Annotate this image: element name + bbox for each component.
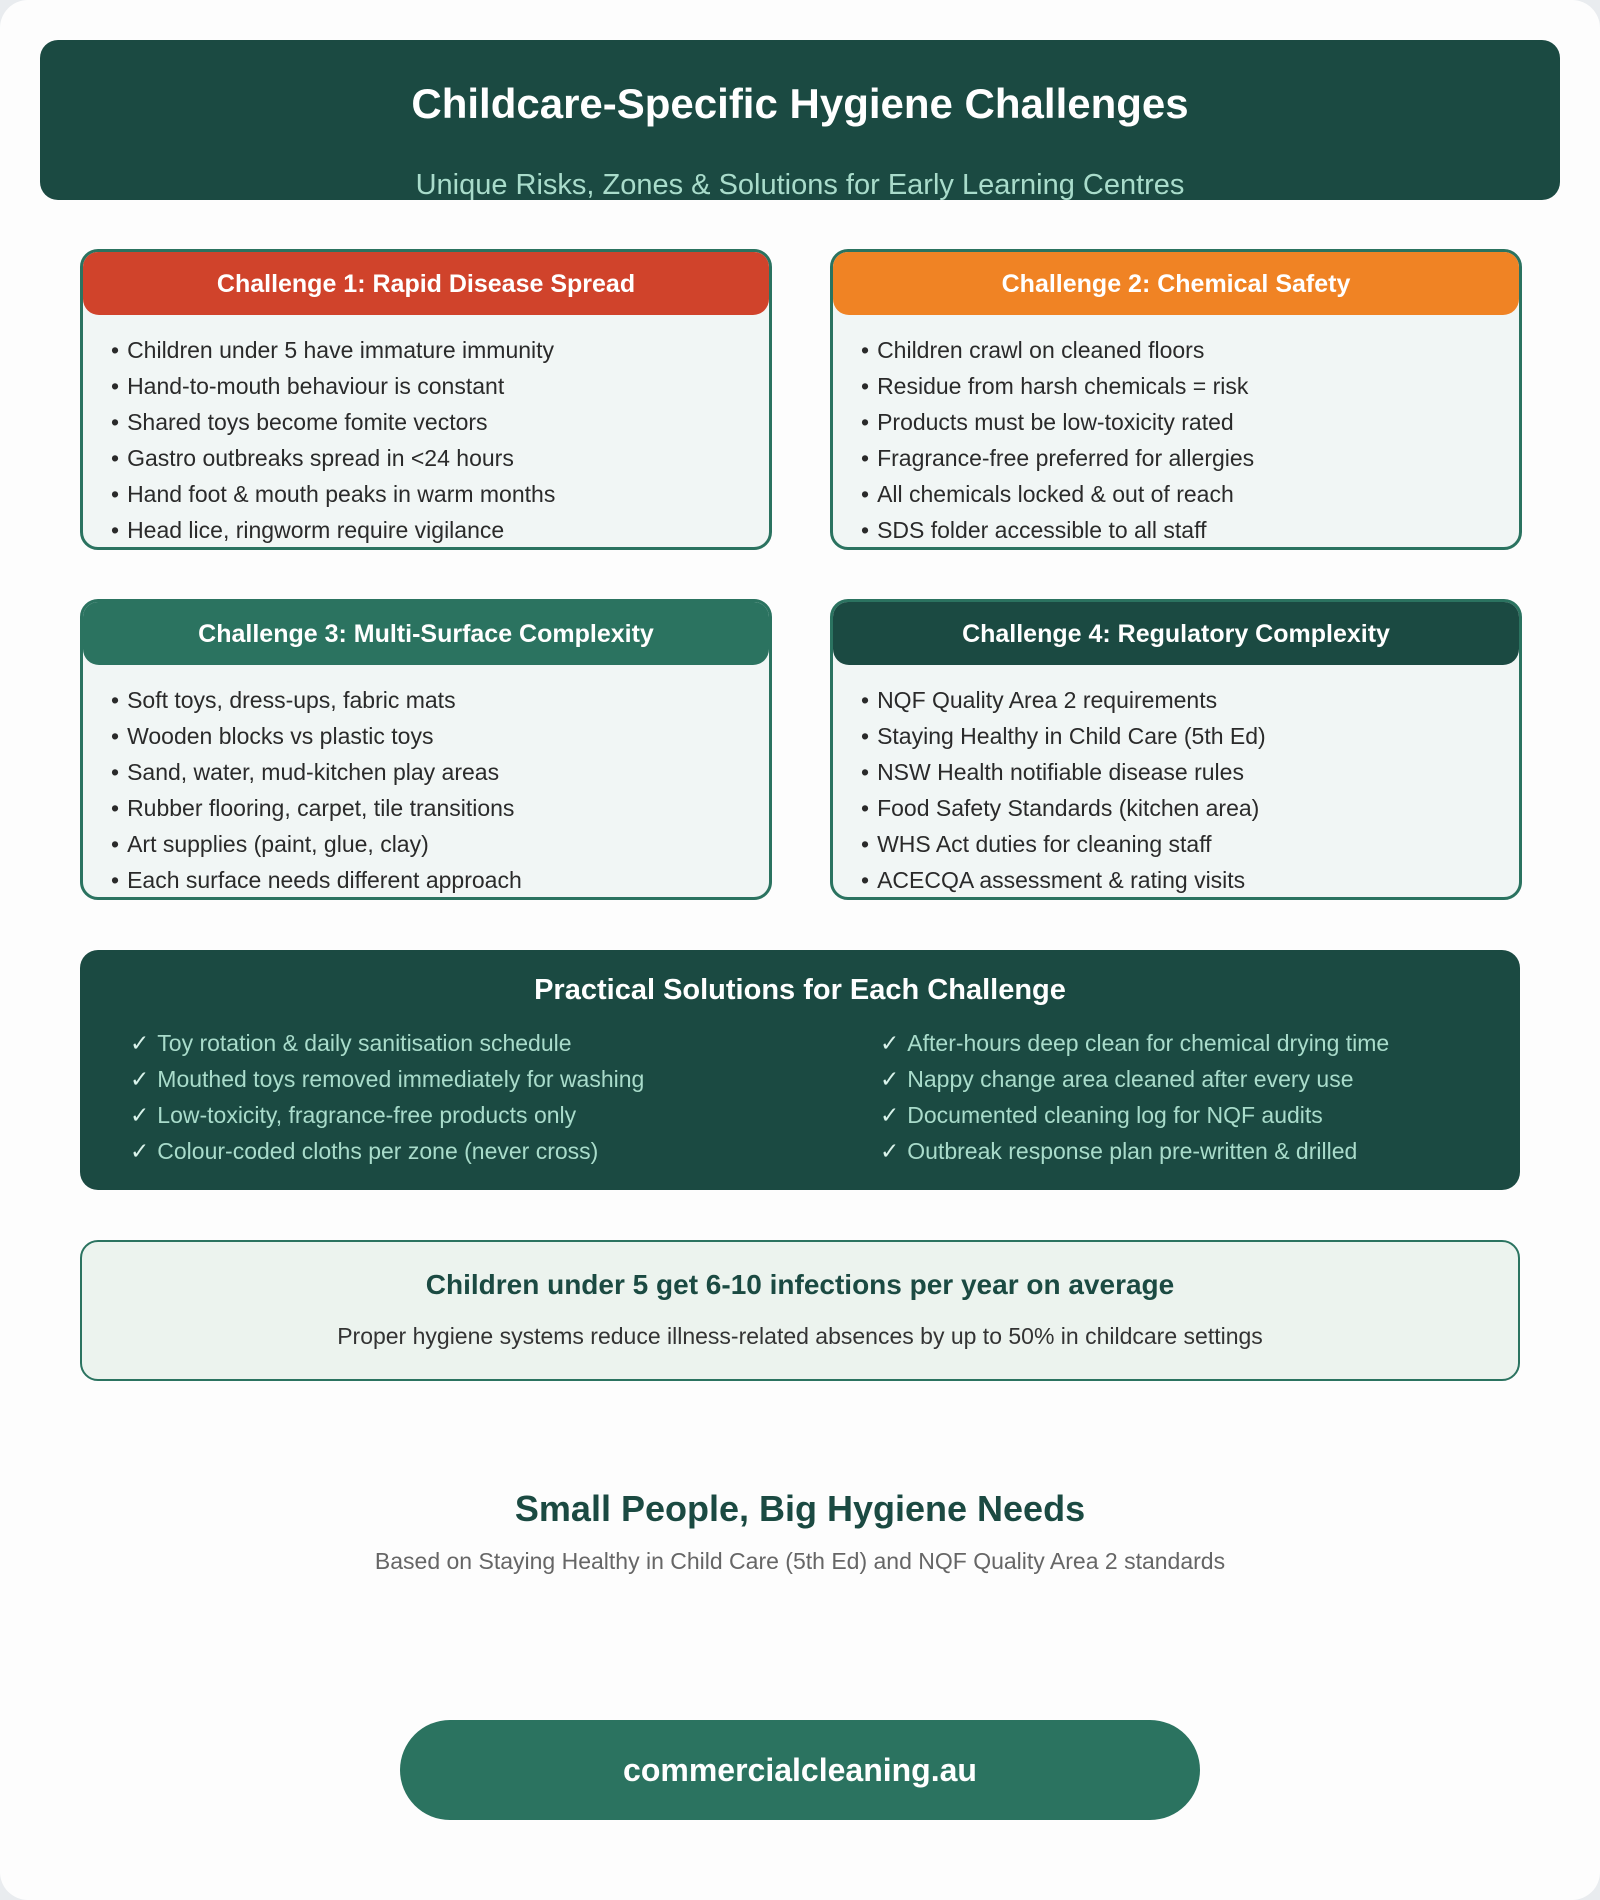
challenge-card-2 bbox=[830, 249, 1522, 550]
list-item: • Staying Healthy in Child Care (5th Ed) bbox=[861, 718, 1503, 754]
challenge-list bbox=[111, 682, 753, 898]
list-item: • Food Safety Standards (kitchen area) bbox=[861, 790, 1503, 826]
statistic-callout bbox=[80, 1240, 1520, 1381]
statistic-title: Children under 5 get 6-10 infections per year on average bbox=[425, 1269, 1175, 1300]
challenge-card-title: Challenge 2: Chemical Safety bbox=[833, 252, 1519, 315]
challenge-card-4 bbox=[830, 599, 1522, 900]
page-subtitle: Unique Risks, Zones & Solutions for Early Learning Centres bbox=[415, 169, 1185, 201]
list-item: • Each surface needs different approach bbox=[111, 862, 753, 898]
list-item: • WHS Act duties for cleaning staff bbox=[861, 826, 1503, 862]
list-item: • Art supplies (paint, glue, clay) bbox=[111, 826, 753, 862]
list-item: • Hand foot & mouth peaks in warm months bbox=[111, 476, 753, 512]
list-item: • SDS folder accessible to all staff bbox=[861, 512, 1503, 548]
solution-item: ✓ Colour-coded cloths per zone (never cross) bbox=[130, 1133, 644, 1169]
list-item: • NSW Health notifiable disease rules bbox=[861, 754, 1503, 790]
solution-item: ✓ Nappy change area cleaned after every use bbox=[880, 1061, 1389, 1097]
list-item: • ACECQA assessment & rating visits bbox=[861, 862, 1503, 898]
website-link-button[interactable]: commercialcleaning.au bbox=[400, 1720, 1200, 1820]
list-item: • Children crawl on cleaned floors bbox=[861, 332, 1503, 368]
solutions-list-right bbox=[880, 1025, 1389, 1169]
solutions-list-left bbox=[130, 1025, 644, 1169]
list-item: • Hand-to-mouth behaviour is constant bbox=[111, 368, 753, 404]
list-item: • Rubber flooring, carpet, tile transitions bbox=[111, 790, 753, 826]
tagline-subtitle: Based on Staying Healthy in Child Care (5th Ed) and NQF Quality Area 2 standards bbox=[374, 1548, 1226, 1574]
solutions-title: Practical Solutions for Each Challenge bbox=[534, 974, 1066, 1006]
solutions-panel bbox=[80, 950, 1520, 1190]
solution-item: ✓ Documented cleaning log for NQF audits bbox=[880, 1097, 1389, 1133]
challenge-card-3 bbox=[80, 599, 772, 900]
statistic-subtitle: Proper hygiene systems reduce illness-related absences by up to 50% in childcare settings bbox=[337, 1323, 1263, 1349]
list-item: • All chemicals locked & out of reach bbox=[861, 476, 1503, 512]
header-banner bbox=[40, 40, 1560, 200]
list-item: • Residue from harsh chemicals = risk bbox=[861, 368, 1503, 404]
list-item: • Products must be low-toxicity rated bbox=[861, 404, 1503, 440]
list-item: • Head lice, ringworm require vigilance bbox=[111, 512, 753, 548]
page-title: Childcare-Specific Hygiene Challenges bbox=[411, 80, 1189, 127]
challenge-list bbox=[861, 332, 1503, 548]
list-item: • Children under 5 have immature immunity bbox=[111, 332, 753, 368]
list-item: • Soft toys, dress-ups, fabric mats bbox=[111, 682, 753, 718]
solution-item: ✓ Mouthed toys removed immediately for washing bbox=[130, 1061, 644, 1097]
challenge-list bbox=[111, 332, 753, 548]
challenge-card-title: Challenge 1: Rapid Disease Spread bbox=[83, 252, 769, 315]
solution-item: ✓ Outbreak response plan pre-written & drilled bbox=[880, 1133, 1389, 1169]
list-item: • Shared toys become fomite vectors bbox=[111, 404, 753, 440]
list-item: • Fragrance-free preferred for allergies bbox=[861, 440, 1503, 476]
list-item: • NQF Quality Area 2 requirements bbox=[861, 682, 1503, 718]
list-item: • Gastro outbreaks spread in <24 hours bbox=[111, 440, 753, 476]
challenge-card-title: Challenge 4: Regulatory Complexity bbox=[833, 602, 1519, 665]
challenge-list bbox=[861, 682, 1503, 898]
solution-item: ✓ After-hours deep clean for chemical drying time bbox=[880, 1025, 1389, 1061]
list-item: • Sand, water, mud-kitchen play areas bbox=[111, 754, 753, 790]
solution-item: ✓ Low-toxicity, fragrance-free products only bbox=[130, 1097, 644, 1133]
challenge-card-1 bbox=[80, 249, 772, 550]
solution-item: ✓ Toy rotation & daily sanitisation schedule bbox=[130, 1025, 644, 1061]
list-item: • Wooden blocks vs plastic toys bbox=[111, 718, 753, 754]
tagline-title: Small People, Big Hygiene Needs bbox=[514, 1488, 1086, 1529]
challenge-card-title: Challenge 3: Multi-Surface Complexity bbox=[83, 602, 769, 665]
